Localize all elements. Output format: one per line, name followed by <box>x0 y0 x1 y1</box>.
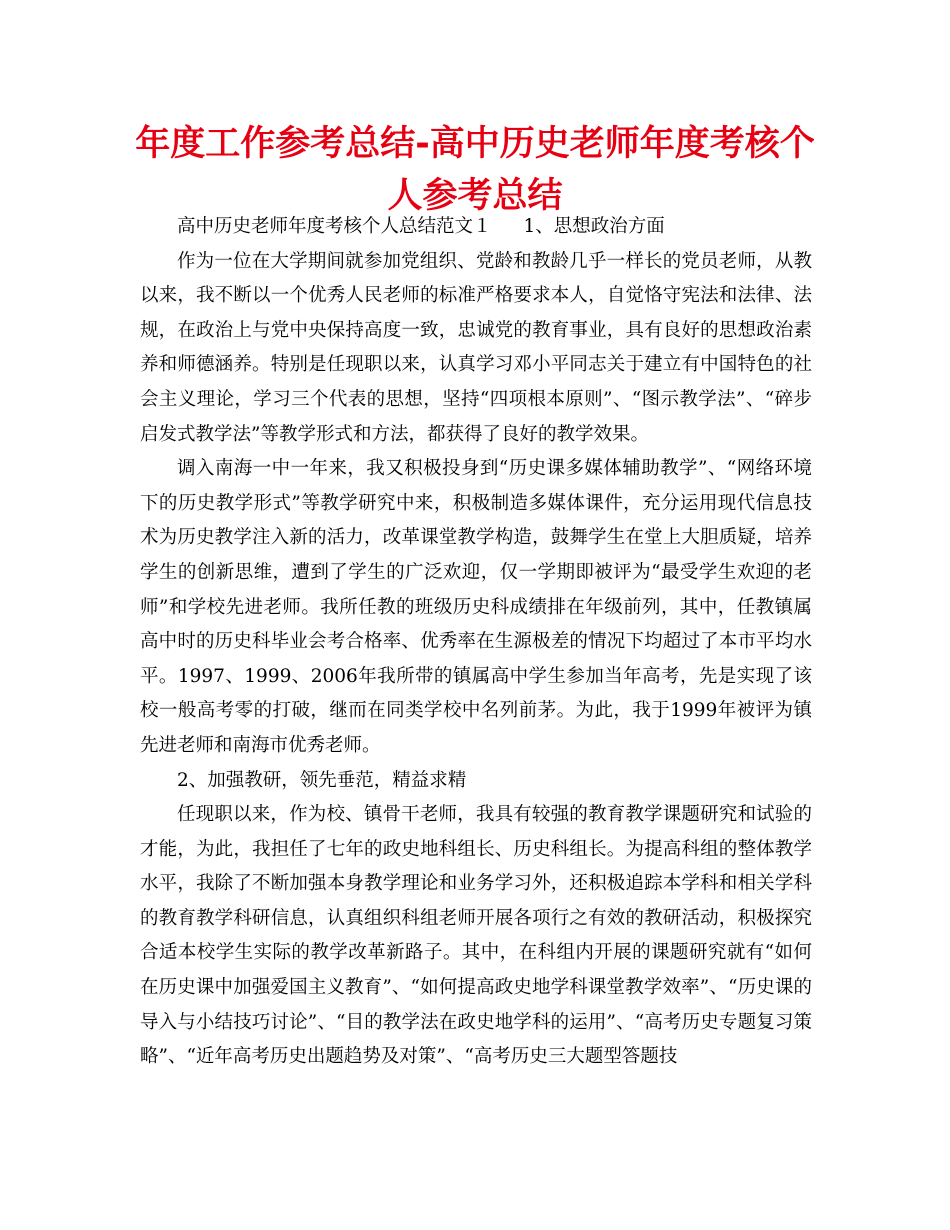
intro-heading: 高中历史老师年度考核个人总结范文１ <box>177 216 492 237</box>
paragraph-nanhai: 调入南海一中一年来，我又积极投身到“历史课多媒体辅助教学”、“网络环境下的历史教学形式”等教学研究中来，积极制造多媒体课件，充分运用现代信息技术为历史教学注入新的活力，改革课堂教学构造，鼓舞学生在堂上大胆质疑，培养学生的创新思维，遭到了学生的广泛欢迎，仅一学期即被评为“最受学生欢迎的老师”和学校先进老师。我所任教的班级历史科成绩排在年级前列，其中，任教镇属高中时的历史科毕业会考合格率、优秀率在生源极差的情况下均超过了本市平均水平。1997、1999、2006年我所带的镇属高中学生参加当年高考，先是实现了该校一般高考零的打破，继而在同类学校中名列前茅。为此，我于1999年被评为镇先进老师和南海市优秀老师。 <box>140 458 812 756</box>
document-title: 年度工作参考总结-高中历史老师年度考核个人参考总结 <box>135 124 815 216</box>
document-body <box>140 210 812 1075</box>
section1-heading: 1、思想政治方面 <box>523 216 665 237</box>
intro-line <box>140 210 812 245</box>
section2-heading: 2、加强教研，领先垂范，精益求精 <box>177 769 467 791</box>
paragraph-research: 任现职以来，作为校、镇骨干老师，我具有较强的教育教学课题研究和试验的才能，为此，我担任了七年的政史地科组长、历史科组长。为提高科组的整体教学水平，我除了不断加强本身教学理论和业务学习外，还积极追踪本学科和相关学科的教育教学科研信息，认真组织科组老师开展各项行之有效的教研活动，积极探究合适本校学生实际的教学改革新路子。其中，在科组内开展的课题研究就有“如何在历史课中加强爱国主义教育”、“如何提高政史地学科课堂教学效率”、“历史课的导入与小结技巧讨论”、“目的教学法在政史地学科的运用”、“高考历史专题复习策略”、“近年高考历史出题趋势及对策”、“高考历史三大题型答题技 <box>140 804 812 1068</box>
paragraph-political: 作为一位在大学期间就参加党组织、党龄和教龄几乎一样长的党员老师，从教以来，我不断以一个优秀人民老师的标准严格要求本人，自觉恪守宪法和法律、法规，在政治上与党中央保持高度一致，忠诚党的教育事业，具有良好的思想政治素养和师德涵养。特别是任现职以来，认真学习邓小平同志关于建立有中国特色的社会主义理论，学习三个代表的思想，坚持“四项根本原则”、“图示教学法”、“碎步启发式教学法”等教学形式和方法，都获得了良好的教学效果。 <box>140 250 812 445</box>
